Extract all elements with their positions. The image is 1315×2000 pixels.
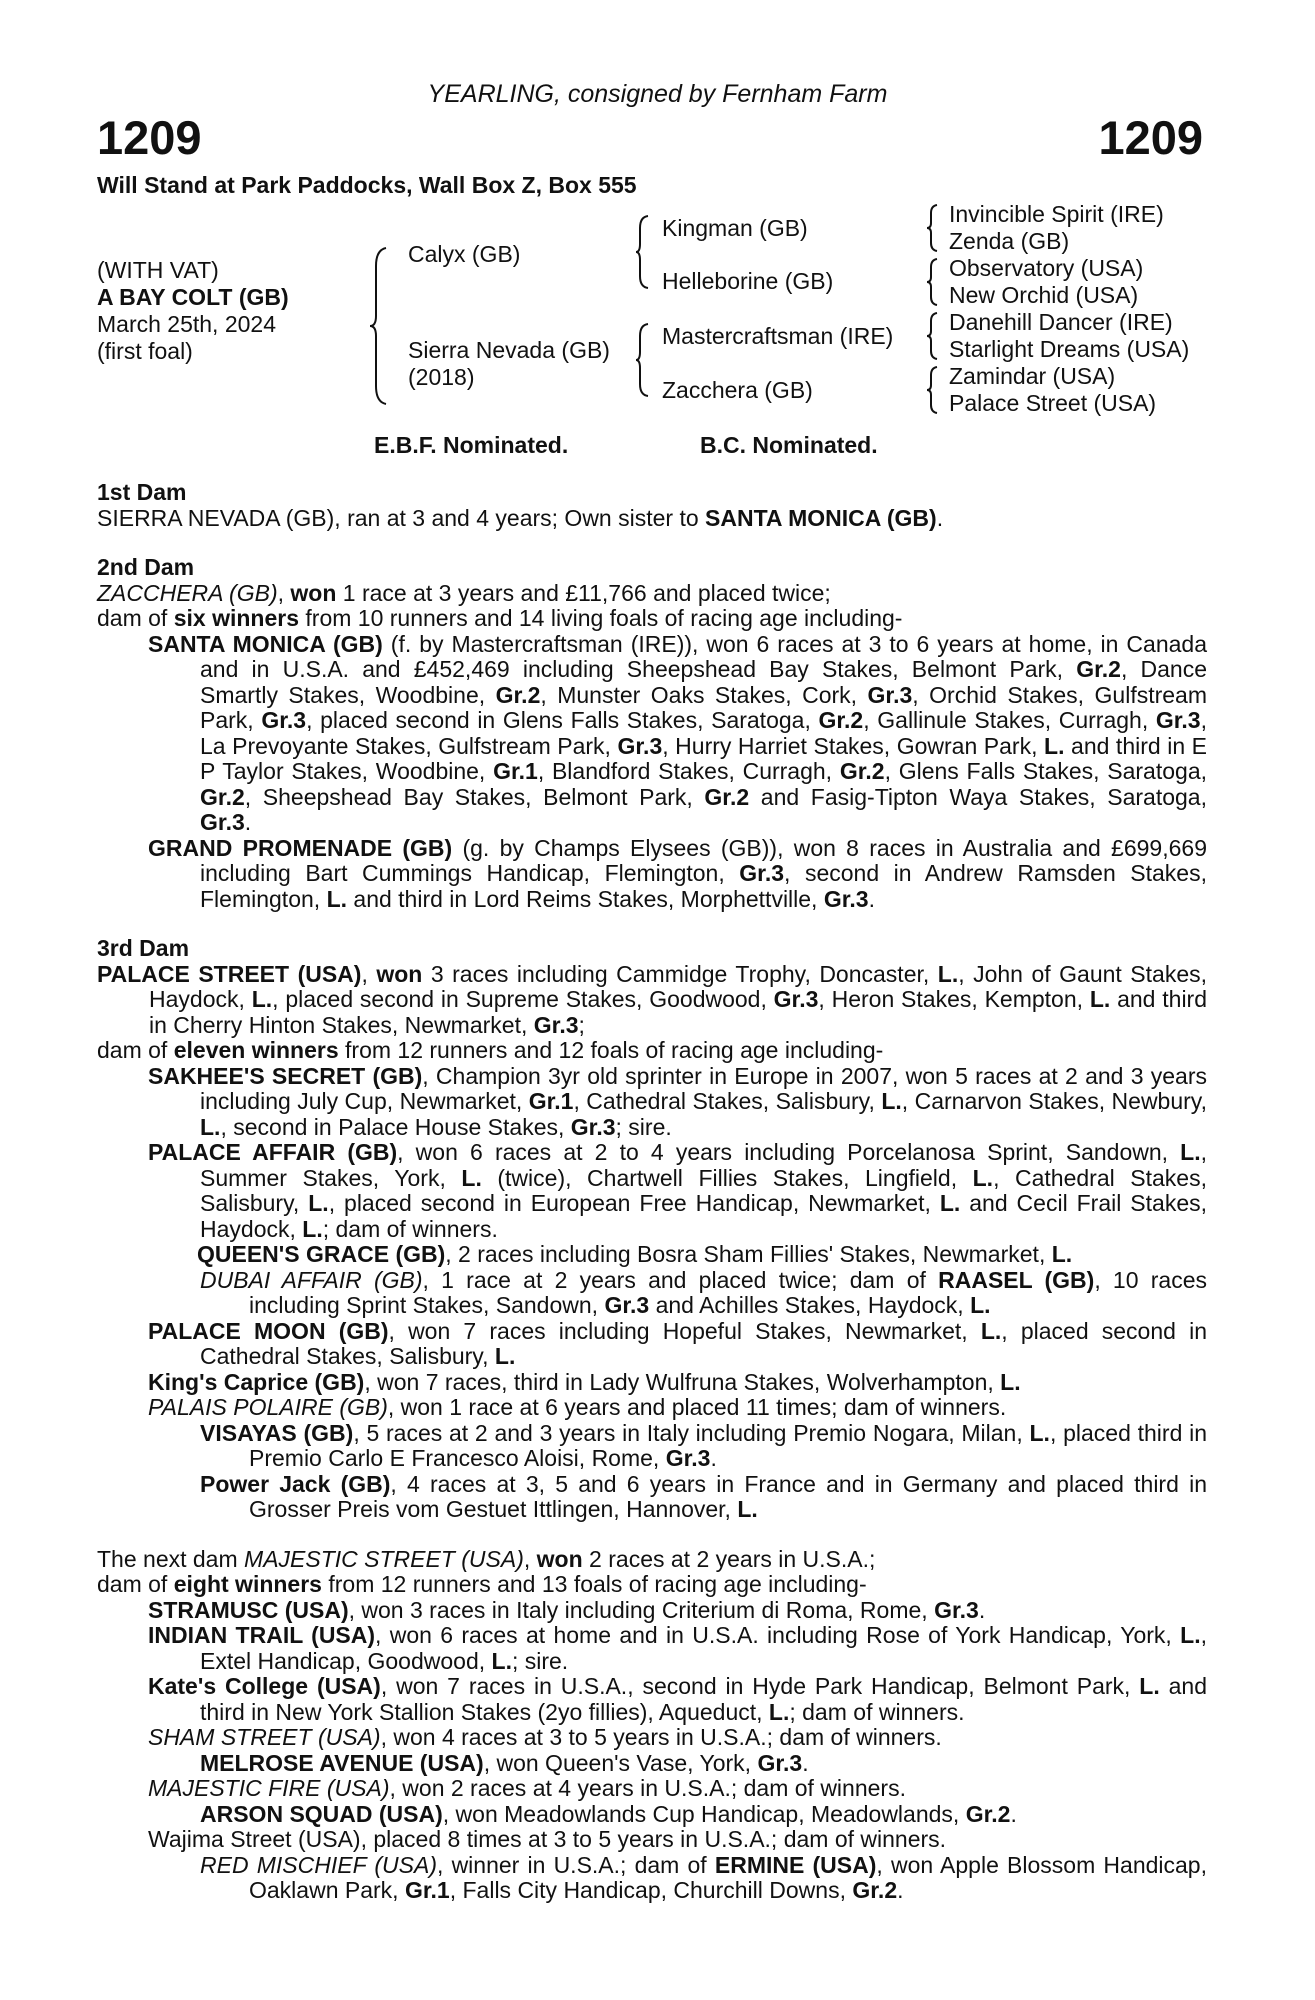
first-dam-heading: 1st Dam — [97, 479, 187, 505]
produce-entry: GRAND PROMENADE (GB) (g. by Champs Elysees (GB)), won 8 races in Australia and £699,669 including Bart Cummings Handicap, Flemington, Gr.3, second in Andrew Ramsden Stakes, Flemington, L. and third in Lord Reims Stakes, Morphettville, Gr.3. — [148, 834, 1207, 912]
vat-note: (WITH VAT) — [97, 257, 219, 283]
dam-sire: Mastercraftsman (IRE) — [662, 323, 894, 349]
produce-entry: Kate's College (USA), won 7 races in U.S.A., second in Hyde Park Handicap, Belmont Park, L. and third in New York Stallion Stakes (2yo fillies), Aqueduct, L.; dam of winners. — [148, 1673, 1208, 1725]
produce-entry: King's Caprice (GB), won 7 races, third in Lady Wulfruna Stakes, Wolverhampton, L. — [148, 1368, 1021, 1395]
produce-entry: STRAMUSC (USA), won 3 races in Italy including Criterium di Roma, Rome, Gr.3. — [148, 1596, 986, 1623]
consignment-line: YEARLING, consigned by Fernham Farm — [427, 80, 888, 108]
subject-name: A BAY COLT (GB) — [97, 284, 289, 310]
produce-entry: VISAYAS (GB), 5 races at 2 and 3 years in Italy including Premio Nogara, Milan, L., placed third in Premio Carlo E Francesco Aloisi, Rome, Gr.3. — [200, 1419, 1208, 1471]
catalogue-body — [97, 480, 1207, 1904]
g-brace-1 — [925, 203, 941, 253]
sire-name: Calyx (GB) — [408, 241, 521, 267]
g-brace-4 — [925, 365, 941, 415]
dam-dam: Zacchera (GB) — [662, 377, 813, 403]
produce-entry: Power Jack (GB), 4 races at 3, 5 and 6 years in France and in Germany and placed third in Grosser Preis vom Gestuet Ittlingen, Hannover, L. — [200, 1470, 1207, 1522]
sire-brace — [634, 214, 652, 290]
first-dam-text: SIERRA NEVADA (GB), ran at 3 and 4 years; Own sister to SANTA MONICA (GB). — [97, 504, 944, 531]
produce-entry: INDIAN TRAIL (USA), won 6 races at home and in U.S.A. including Rose of York Handicap, York, L., Extel Handicap, Goodwood, L.; sire. — [148, 1622, 1207, 1674]
gen3-1: Invincible Spirit (IRE) — [949, 201, 1164, 227]
sire-dam: Helleborine (GB) — [662, 268, 834, 294]
third-dam-heading: 3rd Dam — [97, 935, 190, 961]
gen3-6: Starlight Dreams (USA) — [949, 336, 1190, 362]
subject-block — [97, 257, 289, 365]
produce-entry: MAJESTIC FIRE (USA), won 2 races at 4 years in U.S.A.; dam of winners. — [148, 1775, 906, 1801]
produce-entry: RED MISCHIEF (USA), winner in U.S.A.; dam of ERMINE (USA), won Apple Blossom Handicap, Oaklawn Park, Gr.1, Falls City Handicap, Churchill Downs, Gr.2. — [200, 1851, 1207, 1903]
gen3-8: Palace Street (USA) — [949, 390, 1157, 416]
lot-number-left: 1209 — [97, 111, 202, 164]
third-dam-text: PALACE STREET (USA), won 3 races including Cammidge Trophy, Doncaster, L., John of Gaunt Stakes, Haydock, L., placed second in Supreme Stakes, Goodwood, Gr.3, Heron Stakes, Kempton, L. and third in Cherry Hinton Stakes, Newmarket, Gr.3; — [97, 960, 1208, 1038]
produce-entry: PALAIS POLAIRE (GB), won 1 race at 6 years and placed 11 times; dam of winners. — [148, 1394, 1007, 1420]
stand-location: Will Stand at Park Paddocks, Wall Box Z, Box 555 — [97, 172, 637, 198]
next-dam-produce: dam of eight winners from 12 runners and 13 foals of racing age including- — [97, 1571, 867, 1597]
gen3-3: Observatory (USA) — [949, 255, 1144, 281]
lot-number-right: 1209 — [1098, 111, 1203, 164]
produce-entry: SHAM STREET (USA), won 4 races at 3 to 5 years in U.S.A.; dam of winners. — [148, 1724, 942, 1750]
produce-entry: QUEEN'S GRACE (GB), 2 races including Bosra Sham Fillies' Stakes, Newmarket, L. — [197, 1241, 1073, 1267]
g-brace-2 — [925, 257, 941, 307]
ebf-nomination: E.B.F. Nominated. — [374, 432, 569, 458]
sire-sire: Kingman (GB) — [662, 215, 808, 241]
gen3-4: New Orchid (USA) — [949, 282, 1139, 308]
produce-entry: PALACE MOON (GB), won 7 races including Hopeful Stakes, Newmarket, L., placed second in Cathedral Stakes, Salisbury, L. — [148, 1317, 1207, 1369]
produce-entry: PALACE AFFAIR (GB), won 6 races at 2 to 4 years including Porcelanosa Sprint, Sandown, L., Summer Stakes, York, L. (twice), Chartwell Fillies Stakes, Lingfield, L., Cathedral Stakes, Salisbury, L., placed second in European Free Handicap, Newmarket, L. and Cecil Frail Stakes, Haydock, L.; dam of winners. — [148, 1139, 1208, 1242]
next-dam-text: The next dam MAJESTIC STREET (USA), won 2 races at 2 years in U.S.A.; — [97, 1545, 876, 1572]
produce-entry: MELROSE AVENUE (USA), won Queen's Vase, York, Gr.3. — [200, 1749, 809, 1776]
gen3-2: Zenda (GB) — [949, 228, 1070, 254]
produce-entry: SANTA MONICA (GB) (f. by Mastercraftsman (IRE)), won 6 races at 3 to 6 years at home, in Canada and in U.S.A. and £452,469 including Sheepshead Bay Stakes, Belmont Park, Gr.2, Dance Smartly Stakes, Woodbine, Gr.2, Munster Oaks Stakes, Cork, Gr.3, Orchid Stakes, Gulfstream Park, Gr.3, placed second in Glens Falls Stakes, Saratoga, Gr.2, Gallinule Stakes, Curragh, Gr.3, La Prevoyante Stakes, Gulfstream Park, Gr.3, Hurry Harriet Stakes, Gowran Park, L. and third in E P Taylor Stakes, Woodbine, Gr.1, Blandford Stakes, Curragh, Gr.2, Glens Falls Stakes, Saratoga, Gr.2, Sheepshead Bay Stakes, Belmont Park, Gr.2 and Fasig-Tipton Waya Stakes, Saratoga, Gr.3. — [148, 630, 1208, 835]
g-brace-3 — [925, 311, 941, 361]
bc-nomination: B.C. Nominated. — [700, 432, 878, 458]
produce-entry: SAKHEE'S SECRET (GB), Champion 3yr old sprinter in Europe in 2007, won 5 races at 2 and 3 years including July Cup, Newmarket, Gr.1, Cathedral Stakes, Salisbury, L., Carnarvon Stakes, Newbury, L., second in Palace House Stakes, Gr.3; sire. — [148, 1062, 1207, 1140]
gen3-5: Danehill Dancer (IRE) — [949, 309, 1173, 335]
produce-entry: ARSON SQUAD (USA), won Meadowlands Cup Handicap, Meadowlands, Gr.2. — [200, 1800, 1017, 1827]
second-dam-text: ZACCHERA (GB), won 1 race at 3 years and £11,766 and placed twice; — [97, 579, 831, 606]
gen3-7: Zamindar (USA) — [949, 363, 1116, 389]
produce-entry: DUBAI AFFAIR (GB), 1 race at 2 years and placed twice; dam of RAASEL (GB), 10 races including Sprint Stakes, Sandown, Gr.3 and Achilles Stakes, Haydock, L. — [200, 1266, 1207, 1318]
dam-year: (2018) — [408, 364, 475, 390]
dam-name: Sierra Nevada (GB) — [408, 337, 610, 363]
second-dam-heading: 2nd Dam — [97, 554, 195, 580]
second-dam-produce: dam of six winners from 10 runners and 14 living foals of racing age including- — [97, 605, 903, 631]
produce-entry: Wajima Street (USA), placed 8 times at 3 to 5 years in U.S.A.; dam of winners. — [148, 1826, 947, 1852]
dam-brace — [634, 322, 652, 398]
subject-brace — [368, 246, 390, 406]
third-dam-produce: dam of eleven winners from 12 runners and 12 foals of racing age including- — [97, 1037, 884, 1063]
foaled-date: March 25th, 2024 — [97, 311, 277, 337]
foal-note: (first foal) — [97, 338, 193, 364]
